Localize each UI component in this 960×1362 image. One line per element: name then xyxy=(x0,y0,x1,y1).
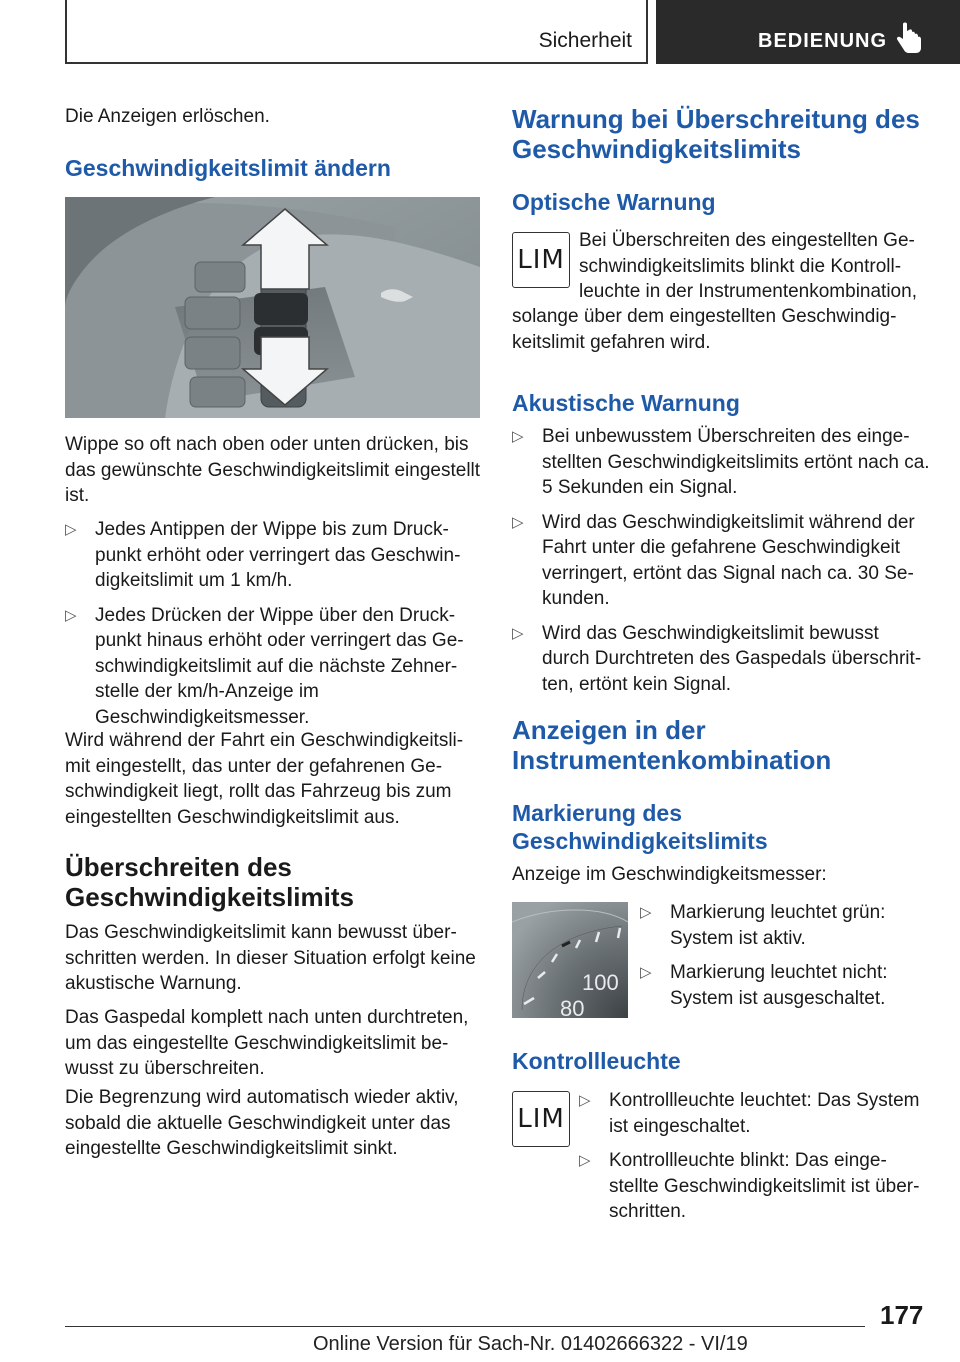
paragraph-marking: Anzeige im Geschwindigkeitsmesser: xyxy=(512,864,827,885)
header-chapter-label: BEDIENUNG xyxy=(758,30,888,52)
heading-exceed-limit: Überschreiten des Geschwindigkeitslimits xyxy=(65,852,354,912)
header-chapter-tab xyxy=(656,0,960,64)
list-item: ▷ Markierung leuchtet nicht: System ist ausgeschaltet. xyxy=(640,960,930,1011)
list-item: ▷ Kontrollleuchte blinkt: Das eingestellte Geschwindigkeitslimit ist überschritten. xyxy=(579,1148,929,1225)
lim-label: LIM xyxy=(517,245,565,275)
heading-change-limit: Geschwindigkeitslimit ändern xyxy=(65,155,391,181)
page-number: 177 xyxy=(880,1300,924,1330)
heading-acoustic-warning: Akustische Warnung xyxy=(512,390,740,416)
intro-text: Die Anzeigen erlöschen. xyxy=(65,106,270,127)
lim-label: LIM xyxy=(517,1104,565,1134)
list-marking xyxy=(640,900,930,1011)
header-section-tab xyxy=(65,0,648,64)
online-version-note: Online Version für Sach-Nr. 01402666322 - VI/19 xyxy=(313,1333,748,1355)
paragraph-rocker: Wippe so oft nach oben oder unten drücken, bis das gewünschte Geschwindigkeitslimit eingestellt ist. xyxy=(65,434,481,506)
footer-divider xyxy=(65,1326,865,1327)
paragraph-optical-cont: solange über dem eingestellten Geschwindigkeitslimit gefahren wird. xyxy=(512,306,897,353)
heading-optical-warning: Optische Warnung xyxy=(512,189,716,215)
lim-indicator-icon xyxy=(512,232,570,288)
gauge-label-80: 80 xyxy=(560,996,585,1018)
hand-pointer-icon xyxy=(894,22,924,56)
header-section-label: Sicherheit xyxy=(538,29,632,52)
paragraph-exceed-1: Das Geschwindigkeitslimit kann bewusst überschritten werden. In dieser Situation erfolgt keine akustische Warnung. xyxy=(65,922,476,994)
list-item: ▷ Bei unbewusstem Überschreiten des eingestellten Geschwindigkeitslimits ertönt nach ca. 5 Sekunden ein Signal. xyxy=(512,424,930,501)
list-item: ▷ Jedes Antippen der Wippe bis zum Druckpunkt erhöht oder verringert das Geschwindigkeitslimit um 1 km/h. xyxy=(65,517,481,594)
list-item: ▷ Kontrollleuchte leuchtet: Das System ist eingeschaltet. xyxy=(579,1088,929,1139)
lim-indicator-icon xyxy=(512,1091,570,1147)
heading-warning: Warnung bei Überschreitung des Geschwindigkeitslimits xyxy=(512,104,920,164)
list-item: ▷ Markierung leuchtet grün: System ist aktiv. xyxy=(640,900,930,951)
paragraph-coast: Wird während der Fahrt ein Geschwindigkeitslimit eingestellt, das unter der gefahrenen Geschwindigkeit liegt, rollt das Fahrzeug bis zum eingestellten Geschwindigkeitslimit aus. xyxy=(65,730,464,828)
list-rocker-actions xyxy=(65,517,481,730)
list-item: ▷ Wird das Geschwindigkeitslimit während der Fahrt unter die gefahrene Geschwindigkeit verringert, ertönt das Signal nach ca. 30 Sekunden. xyxy=(512,510,930,612)
paragraph-exceed-3: Die Begrenzung wird automatisch wieder aktiv, sobald die aktuelle Geschwindigkeit unter das eingestellte Geschwindigkeitslimit sinkt. xyxy=(65,1087,459,1159)
paragraph-exceed-2: Das Gaspedal komplett nach unten durchtreten, um das eingestellte Geschwindigkeitslimit bewusst zu überschreiten. xyxy=(65,1007,469,1079)
speedometer-marking-image xyxy=(512,902,628,1018)
heading-displays: Anzeigen in der Instrumentenkombination xyxy=(512,715,832,775)
heading-marking: Markierung des Geschwindigkeitslimits xyxy=(512,800,768,854)
steering-wheel-rocker-image xyxy=(65,197,480,418)
list-item: ▷ Jedes Drücken der Wippe über den Druckpunkt hinaus erhöht oder verringert das Geschwindigkeitslimit auf die nächste Zehnerstelle der km/h-Anzeige im Geschwindigkeitsmesser. xyxy=(65,603,481,731)
list-indicator-light xyxy=(579,1088,929,1225)
list-acoustic xyxy=(512,424,930,697)
paragraph-optical: Bei Überschreiten des eingestellten Geschwindigkeitslimits blinkt die Kontrollleuchte in der Instrumentenkombination, xyxy=(579,230,917,302)
list-item: ▷ Wird das Geschwindigkeitslimit bewusst durch Durchtreten des Gaspedals überschritten, ertönt kein Signal. xyxy=(512,621,930,698)
heading-indicator-light: Kontrollleuchte xyxy=(512,1048,681,1074)
gauge-label-100: 100 xyxy=(582,970,619,995)
